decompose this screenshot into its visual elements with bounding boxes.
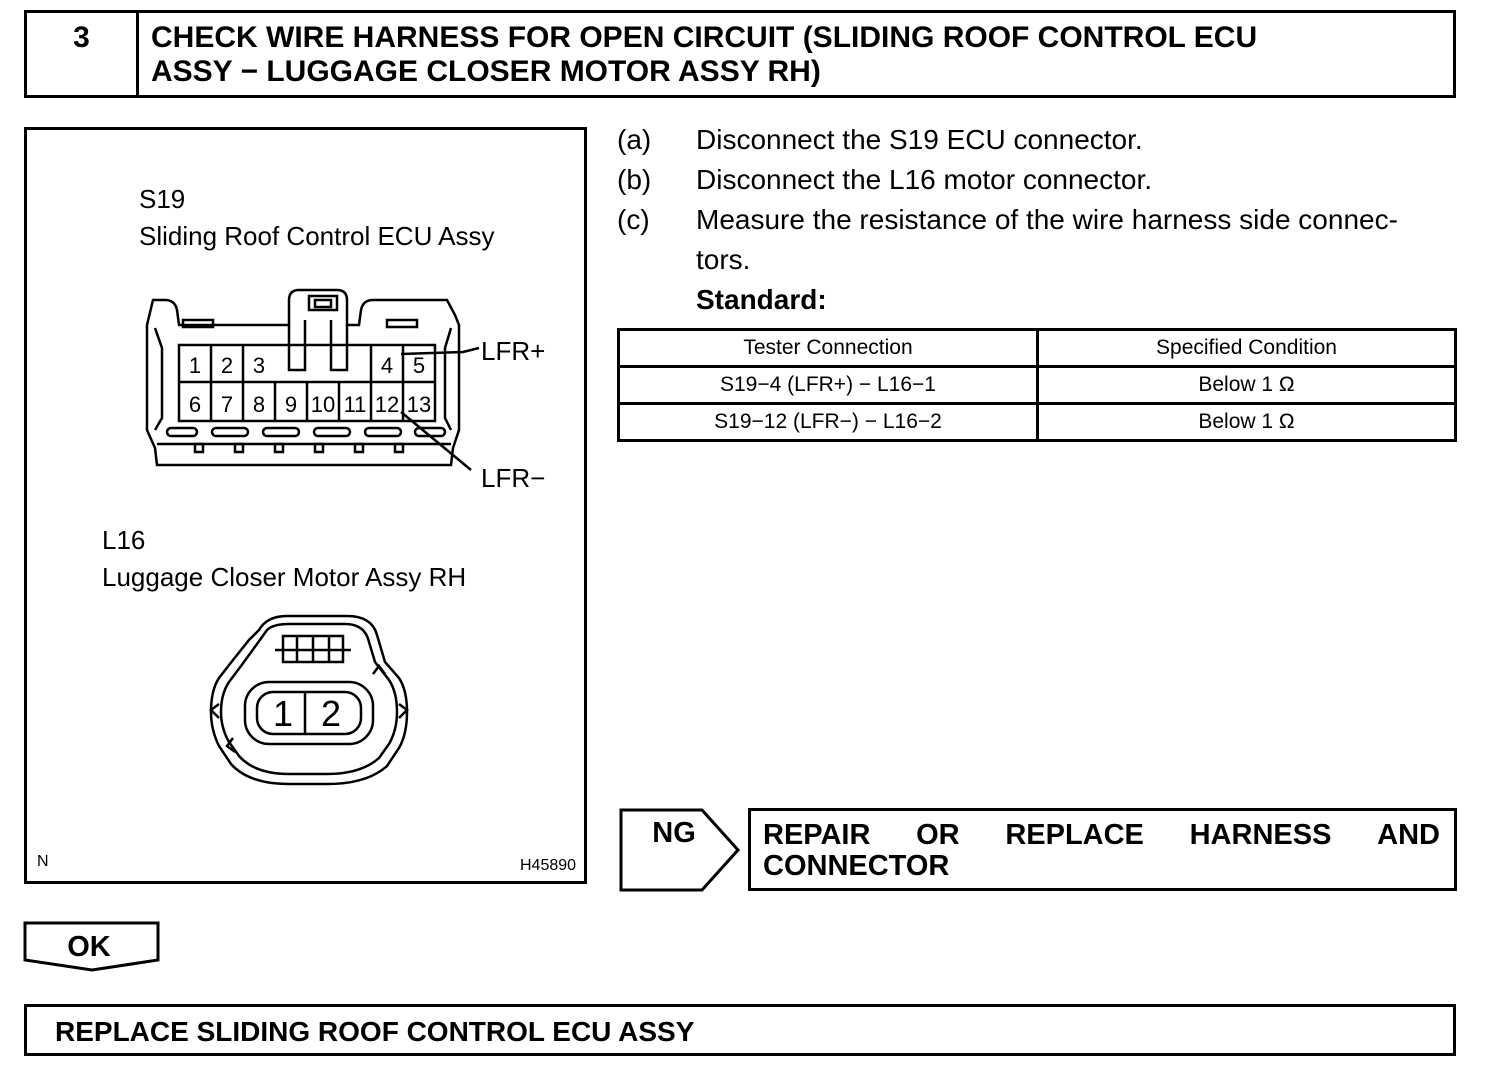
lfr-plus-label: LFR+ — [481, 336, 546, 366]
ng-tag-label: NG — [652, 817, 696, 849]
connector-drawings — [27, 130, 584, 881]
s19-pin-7: 7 — [220, 392, 234, 417]
ng-result-line-2: CONNECTOR — [763, 850, 950, 882]
table-row — [619, 367, 1456, 404]
s19-pin-9: 9 — [284, 392, 298, 417]
s19-pin-5: 5 — [412, 353, 426, 378]
lfr-minus-label: LFR− — [481, 463, 546, 493]
ng-result-line-1 — [763, 820, 1440, 851]
ng-word: REPAIR — [763, 819, 871, 851]
s19-pin-11: 11 — [343, 392, 367, 417]
s19-pin-10: 10 — [310, 392, 336, 417]
s19-pin-13: 13 — [406, 392, 432, 417]
s19-pin-4: 4 — [380, 353, 394, 378]
ok-tag-label: OK — [67, 931, 111, 963]
connector-illustration — [24, 127, 587, 884]
s19-pin-12: 12 — [374, 392, 400, 417]
cell-condition: Below 1 Ω — [1038, 367, 1456, 404]
standard-label: Standard: — [696, 284, 827, 315]
s19-pin-1: 1 — [188, 353, 202, 378]
step-b-text: Disconnect the L16 motor connector. — [696, 164, 1153, 195]
step-title: CHECK WIRE HARNESS FOR OPEN CIRCUIT (SLIDING ROOF CONTROL ECU ASSY − LUGGAGE CLOSER MOTOR ASSY RH) — [151, 21, 1258, 88]
table-header-row — [619, 330, 1456, 367]
step-c-line-2: tors. — [696, 244, 751, 275]
s19-pin-6: 6 — [188, 392, 202, 417]
cell-connection: S19−12 (LFR−) − L16−2 — [619, 404, 1038, 441]
ng-word: OR — [916, 819, 960, 851]
step-c-line-1: Measure the resistance of the wire harness side connec- — [696, 204, 1398, 235]
s19-code: S19 — [139, 184, 186, 214]
step-number: 3 — [27, 13, 139, 95]
spec-table — [617, 328, 1457, 442]
s19-pin-3: 3 — [252, 353, 266, 378]
header-tester-connection: Tester Connection — [619, 330, 1038, 367]
s19-pin-8: 8 — [252, 392, 266, 417]
corner-letter: N — [37, 853, 49, 870]
cell-connection: S19−4 (LFR+) − L16−1 — [619, 367, 1038, 404]
final-action-text: REPLACE SLIDING ROOF CONTROL ECU ASSY — [55, 1016, 695, 1047]
final-action-box — [24, 1004, 1456, 1056]
step-header — [24, 10, 1456, 98]
step-b-letter: (b) — [617, 164, 652, 195]
table-row — [619, 404, 1456, 441]
s19-pin-2: 2 — [220, 353, 234, 378]
step-a-text: Disconnect the S19 ECU connector. — [696, 124, 1143, 155]
ng-word: HARNESS — [1189, 819, 1332, 851]
l16-pin-2: 2 — [320, 693, 342, 734]
cell-condition: Below 1 Ω — [1038, 404, 1456, 441]
step-c-letter: (c) — [617, 204, 650, 235]
ng-word: REPLACE — [1005, 819, 1144, 851]
l16-name: Luggage Closer Motor Assy RH — [102, 562, 467, 592]
figure-id: H45890 — [520, 857, 577, 874]
ng-word: AND — [1377, 819, 1440, 851]
s19-name: Sliding Roof Control ECU Assy — [139, 221, 495, 251]
step-c-text — [696, 200, 1458, 280]
ng-arrow-tag — [618, 806, 744, 894]
step-a-letter: (a) — [617, 124, 652, 155]
ng-result-box — [748, 808, 1457, 891]
l16-pin-1: 1 — [272, 693, 294, 734]
header-specified-condition: Specified Condition — [1038, 330, 1456, 367]
l16-code: L16 — [102, 525, 146, 555]
ok-arrow-tag — [22, 920, 162, 976]
